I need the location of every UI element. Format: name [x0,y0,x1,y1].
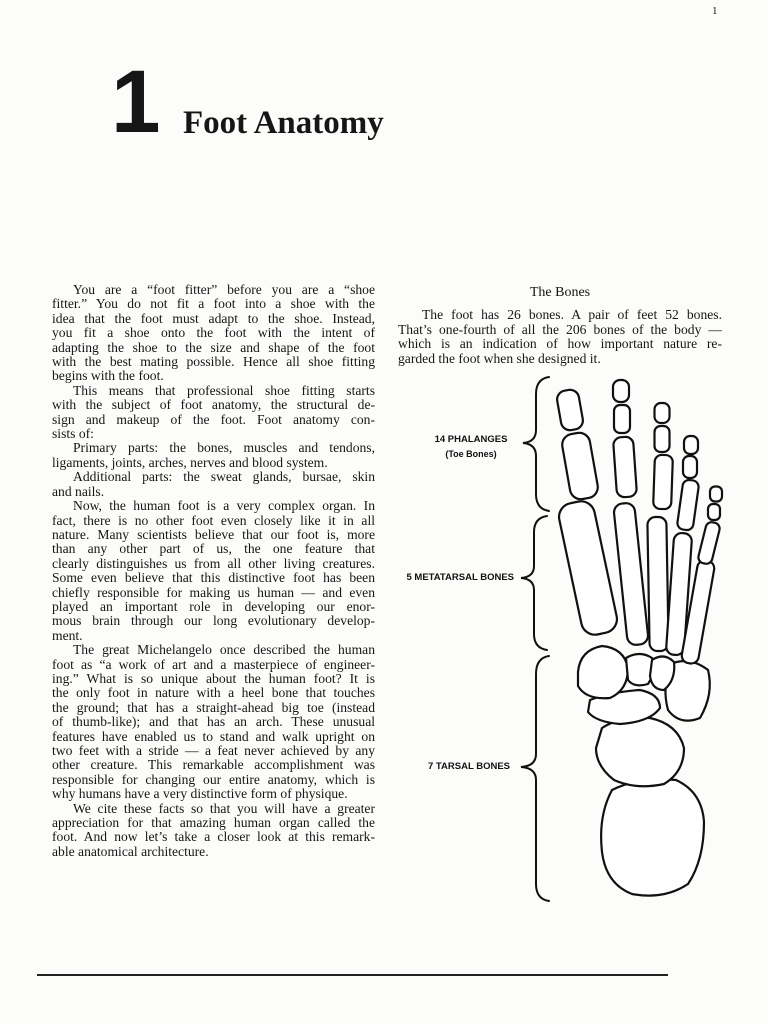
text-line: garded the foot when she designed it. [398,351,601,367]
toe3-middle-phalanx [655,426,670,452]
text-line: other creature. This remarkable accomplishment was [52,757,375,773]
text-line: two feet with a stride — a feat never achieved by any [52,743,375,758]
toe4-middle-phalanx [683,456,697,478]
text-line: you fit a shoe onto the foot with the intent of [52,325,375,341]
text-line: The great Michelangelo once described the human [73,642,375,658]
text-line: fitter.” You do not fit a foot into a shoe with the [52,296,375,312]
text-line: The foot has 26 bones. A pair of feet 52 bones. [422,307,722,322]
text-line: appreciation for that amazing human organ called the [52,815,375,831]
text-line: Some even believe that this distinctive foot has been [52,570,375,586]
text-line: the ground; that has a straight-ahead big toe (instead [52,699,375,715]
toe2-middle-phalanx [614,405,630,433]
text-line: adapting the shoe to the size and shape of the foot [52,339,375,355]
calcaneus [601,779,704,896]
toe2-distal-phalanx [613,380,629,402]
text-line: clearly distinguishes us from all other living creatures. [52,555,375,571]
text-line: That’s one-fourth of all the 206 bones of the body — [398,321,722,337]
text-line: ligaments, joints, arches, nerves and blood system. [52,454,328,470]
toe3-distal-phalanx [655,403,670,423]
text-line: than any other part of us, the one feature that [52,541,375,557]
intro-paragraph [52,802,375,860]
intro-paragraph [52,441,375,470]
intro-paragraph [52,643,375,801]
intro-paragraph [52,283,375,384]
text-line: chiefly responsible for making us human — and even [52,584,375,600]
text-line: foot. And now let’s take a closer look at this remark- [52,829,375,845]
metatarsals-bracket [521,516,547,650]
brackets [521,377,549,901]
toe5-proximal-phalanx [697,521,721,565]
phalanges-sublabel: (Toe Bones) [445,449,497,459]
text-line: the only foot in nature with a heel bone that touches [52,685,375,701]
text-line: fact, there is no other foot even closely like it in all [52,512,375,528]
chapter-number: 1 [111,51,161,151]
metatarsal-3 [647,517,668,651]
toe4-distal-phalanx [684,436,698,454]
toe3-proximal-phalanx [653,455,673,510]
text-line: We cite these facts so that you will have a greater [73,800,375,816]
metatarsals-label: 5 METATARSAL BONES [406,572,514,583]
intro-paragraph [52,384,375,442]
chapter-title: Foot Anatomy [183,105,384,141]
text-line: and nails. [52,483,105,499]
toe5-distal-phalanx [710,487,722,502]
text-line: features have enabled us to stand and walk upright on [52,728,375,744]
text-line: idea that the foot must adapt to the shoe. Instead, [52,310,375,326]
phalanges-bracket [523,377,549,511]
intermediate-cuneiform [626,654,653,685]
text-line: foot as “a work of art and a masterpiece of engineer- [52,656,375,672]
phalanges-label-text: 14 PHALANGES [434,434,508,445]
text-line: begins with the foot. [52,368,164,384]
big-toe-distal-phalanx [556,388,585,431]
tarsals-bracket [521,656,549,901]
big-toe-proximal-phalanx [560,431,599,501]
text-line: with the subject of foot anatomy, the structural de- [52,397,375,413]
footer-rule [37,974,668,976]
text-line: This means that professional shoe fitting starts [73,382,375,398]
text-line: Primary parts: the bones, muscles and tendons, [73,440,375,456]
text-line: mous brain through our long evolutionary develop- [52,613,375,629]
text-line: why humans have a very distinctive form of physique. [52,786,348,802]
talus [596,718,684,787]
text-line: sign and makeup of the foot. Foot anatomy con- [52,411,375,427]
text-line: ing.” What is so unique about the human foot? It is [52,670,375,686]
bones-paragraph [398,308,722,367]
page-number: 1 [712,5,718,17]
foot-skeleton-figure [515,370,745,910]
intro-paragraph [52,499,375,643]
intro-text [52,283,375,859]
tarsals-label: 7 TARSAL BONES [428,761,510,772]
text-line: played an important role in developing our enor- [52,598,375,614]
bones-heading: The Bones [529,285,591,300]
text-line: You are a “foot fitter” before you are a “shoe [73,282,375,297]
text-line: with the best mating possible. Hence all shoe fitting [52,354,375,370]
intro-paragraph [52,470,375,499]
text-line: responsible for changing our entire anatomy, which is [52,771,375,787]
medial-cuneiform [578,646,628,698]
text-line: sists of: [52,426,94,442]
text-line: able anatomical architecture. [52,843,209,859]
text-line: Now, the human foot is a very complex organ. In [73,498,375,514]
phalanges-label [425,432,517,462]
text-line: which is an indication of how important nature re- [398,336,722,352]
text-line: Additional parts: the sweat glands, bursae, skin [73,469,375,485]
text-line: ment. [52,627,83,643]
toe5-middle-phalanx [708,504,720,520]
tarsal-bones [578,646,710,896]
metatarsal-1 [556,499,619,638]
metatarsal-2 [613,502,649,645]
toe4-proximal-phalanx [677,479,700,531]
text-line: of thumb-like); and that has an arch. These unusual [52,714,375,730]
text-line: nature. Many scientists believe that our foot is, more [52,526,375,542]
toe2-proximal-phalanx [613,436,637,497]
